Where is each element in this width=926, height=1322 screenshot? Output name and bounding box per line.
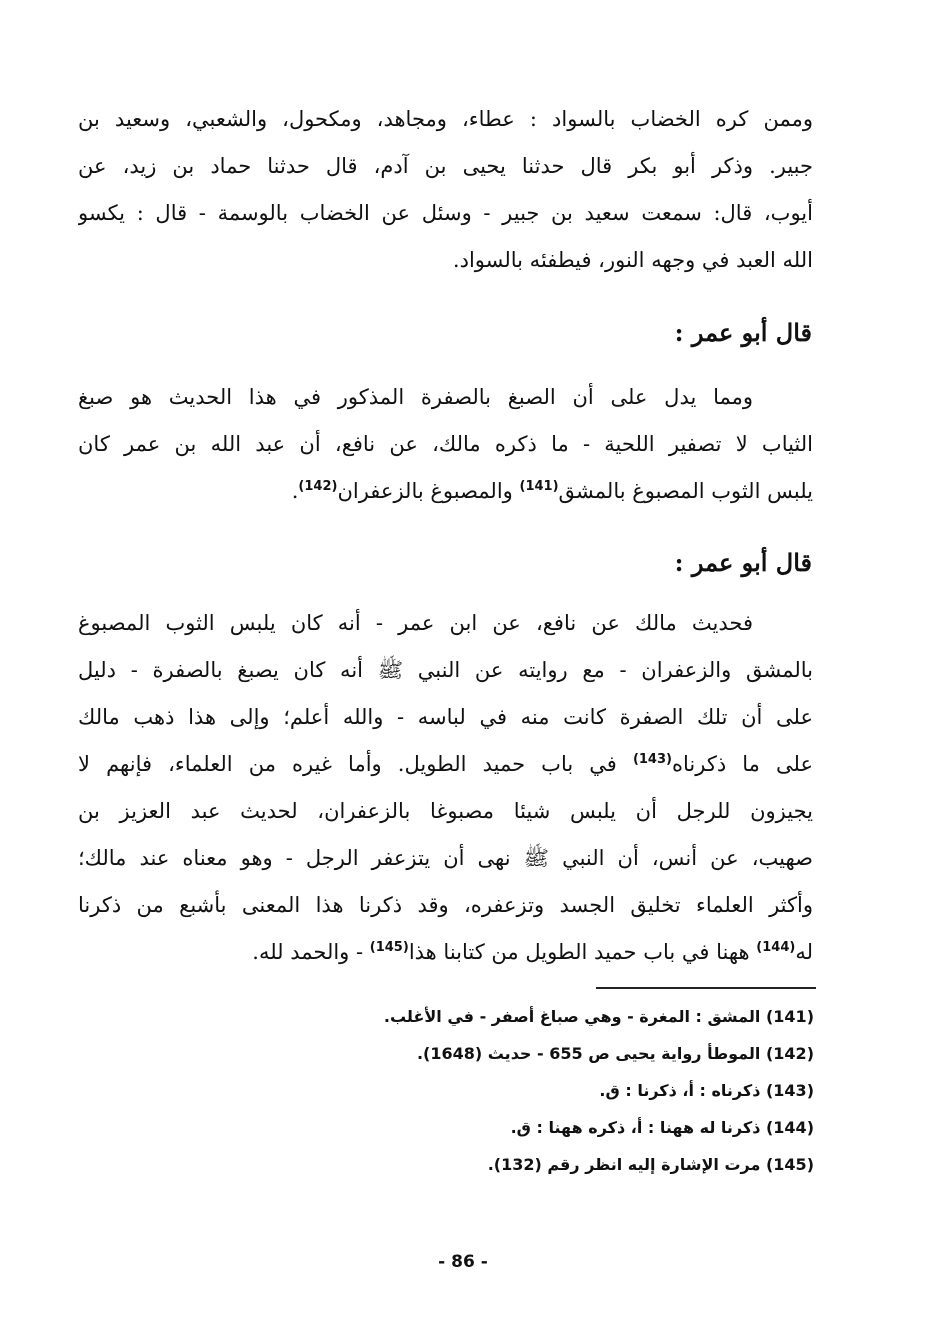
footnote-ref: (141) xyxy=(519,479,559,494)
footnote-ref: (145) xyxy=(369,940,409,955)
page-number: - 86 - xyxy=(438,1252,488,1272)
footnote-item: (141) المشق : المغرة - وهي صباغ أصفر - في الأغلب. xyxy=(383,1007,814,1026)
text-line: فحديث مالك عن نافع، عن ابن عمر - أنه كان يلبس الثوب المصبوغ xyxy=(78,611,753,635)
text-segment: على ما ذكرناه xyxy=(671,752,813,776)
footnote-ref: (144) xyxy=(756,940,796,955)
text-segment: - والحمد لله. xyxy=(252,940,370,964)
text-line: أيوب، قال: سمعت سعيد بن جبير - وسئل عن الخضاب بالوسمة - قال : يكسو xyxy=(78,201,813,225)
footnote-ref: (143) xyxy=(632,752,672,767)
text-line: الله العبد في وجهه النور، فيطفئه بالسواد. xyxy=(452,248,813,272)
text-line: الثياب لا تصفير اللحية - ما ذكره مالك، عن نافع، أن عبد الله بن عمر كان xyxy=(78,432,813,456)
footnote-item: (143) ذكرناه : أ، ذكرنا : ق. xyxy=(599,1081,814,1100)
paragraph-khidab xyxy=(78,96,813,284)
text-line: على أن تلك الصفرة كانت منه في لباسه - والله أعلم؛ وإلى هذا ذهب مالك xyxy=(78,705,813,729)
text-line: جبير. وذكر أبو بكر قال حدثنا يحيى بن آدم، قال حدثنا حماد بن زيد، عن xyxy=(78,154,813,178)
text-segment: يلبس الثوب المصبوغ بالمشق xyxy=(558,479,813,503)
text-line: وأكثر العلماء تخليق الجسد وتزعفره، وقد ذكرنا هذا المعنى بأشبع من ذكرنا xyxy=(78,893,813,917)
text-line: وممن كره الخضاب بالسواد : عطاء، ومجاهد، ومكحول، والشعبي، وسعيد بن xyxy=(78,107,813,131)
text-segment: في باب حميد الطويل. وأما غيره من العلماء، فإنهم لا xyxy=(78,752,633,776)
footnote-item: (142) الموطأ رواية يحيى ص 655 - حديث (1648). xyxy=(416,1044,814,1063)
footnote-ref: (142) xyxy=(298,479,338,494)
footnote-item: (145) مرت الإشارة إليه انظر رقم (132). xyxy=(487,1155,814,1174)
text-line: صهيب، عن أنس، أن النبي ﷺ نهى أن يتزعفر الرجل - وهو معناه عند مالك؛ xyxy=(78,846,813,870)
text-segment: له xyxy=(795,940,813,964)
text-line: ومما يدل على أن الصبغ بالصفرة المذكور في هذا الحديث هو صبغ xyxy=(78,385,753,409)
footnotes xyxy=(214,998,814,1183)
text-segment: . xyxy=(291,479,299,503)
text-segment: ههنا في باب حميد الطويل من كتابنا هذا xyxy=(408,940,757,964)
text-line xyxy=(78,929,813,976)
paragraph-hadith-malik xyxy=(78,600,813,976)
footnote-item: (144) ذكرنا له ههنا : أ، ذكره ههنا : ق. xyxy=(510,1118,814,1137)
footnote-separator xyxy=(596,987,816,989)
section-heading: قال أبو عمر : xyxy=(674,548,812,577)
text-line xyxy=(78,468,813,515)
text-line: يجيزون للرجل أن يلبس شيئا مصبوغا بالزعفران، لحديث عبد العزيز بن xyxy=(78,799,813,823)
text-line xyxy=(78,741,813,788)
paragraph-sufra xyxy=(78,374,813,515)
text-line: بالمشق والزعفران - مع روايته عن النبي ﷺ أنه كان يصبغ بالصفرة - دليل xyxy=(78,658,813,682)
text-segment: والمصبوغ بالزعفران xyxy=(337,479,520,503)
section-heading: قال أبو عمر : xyxy=(674,318,812,347)
